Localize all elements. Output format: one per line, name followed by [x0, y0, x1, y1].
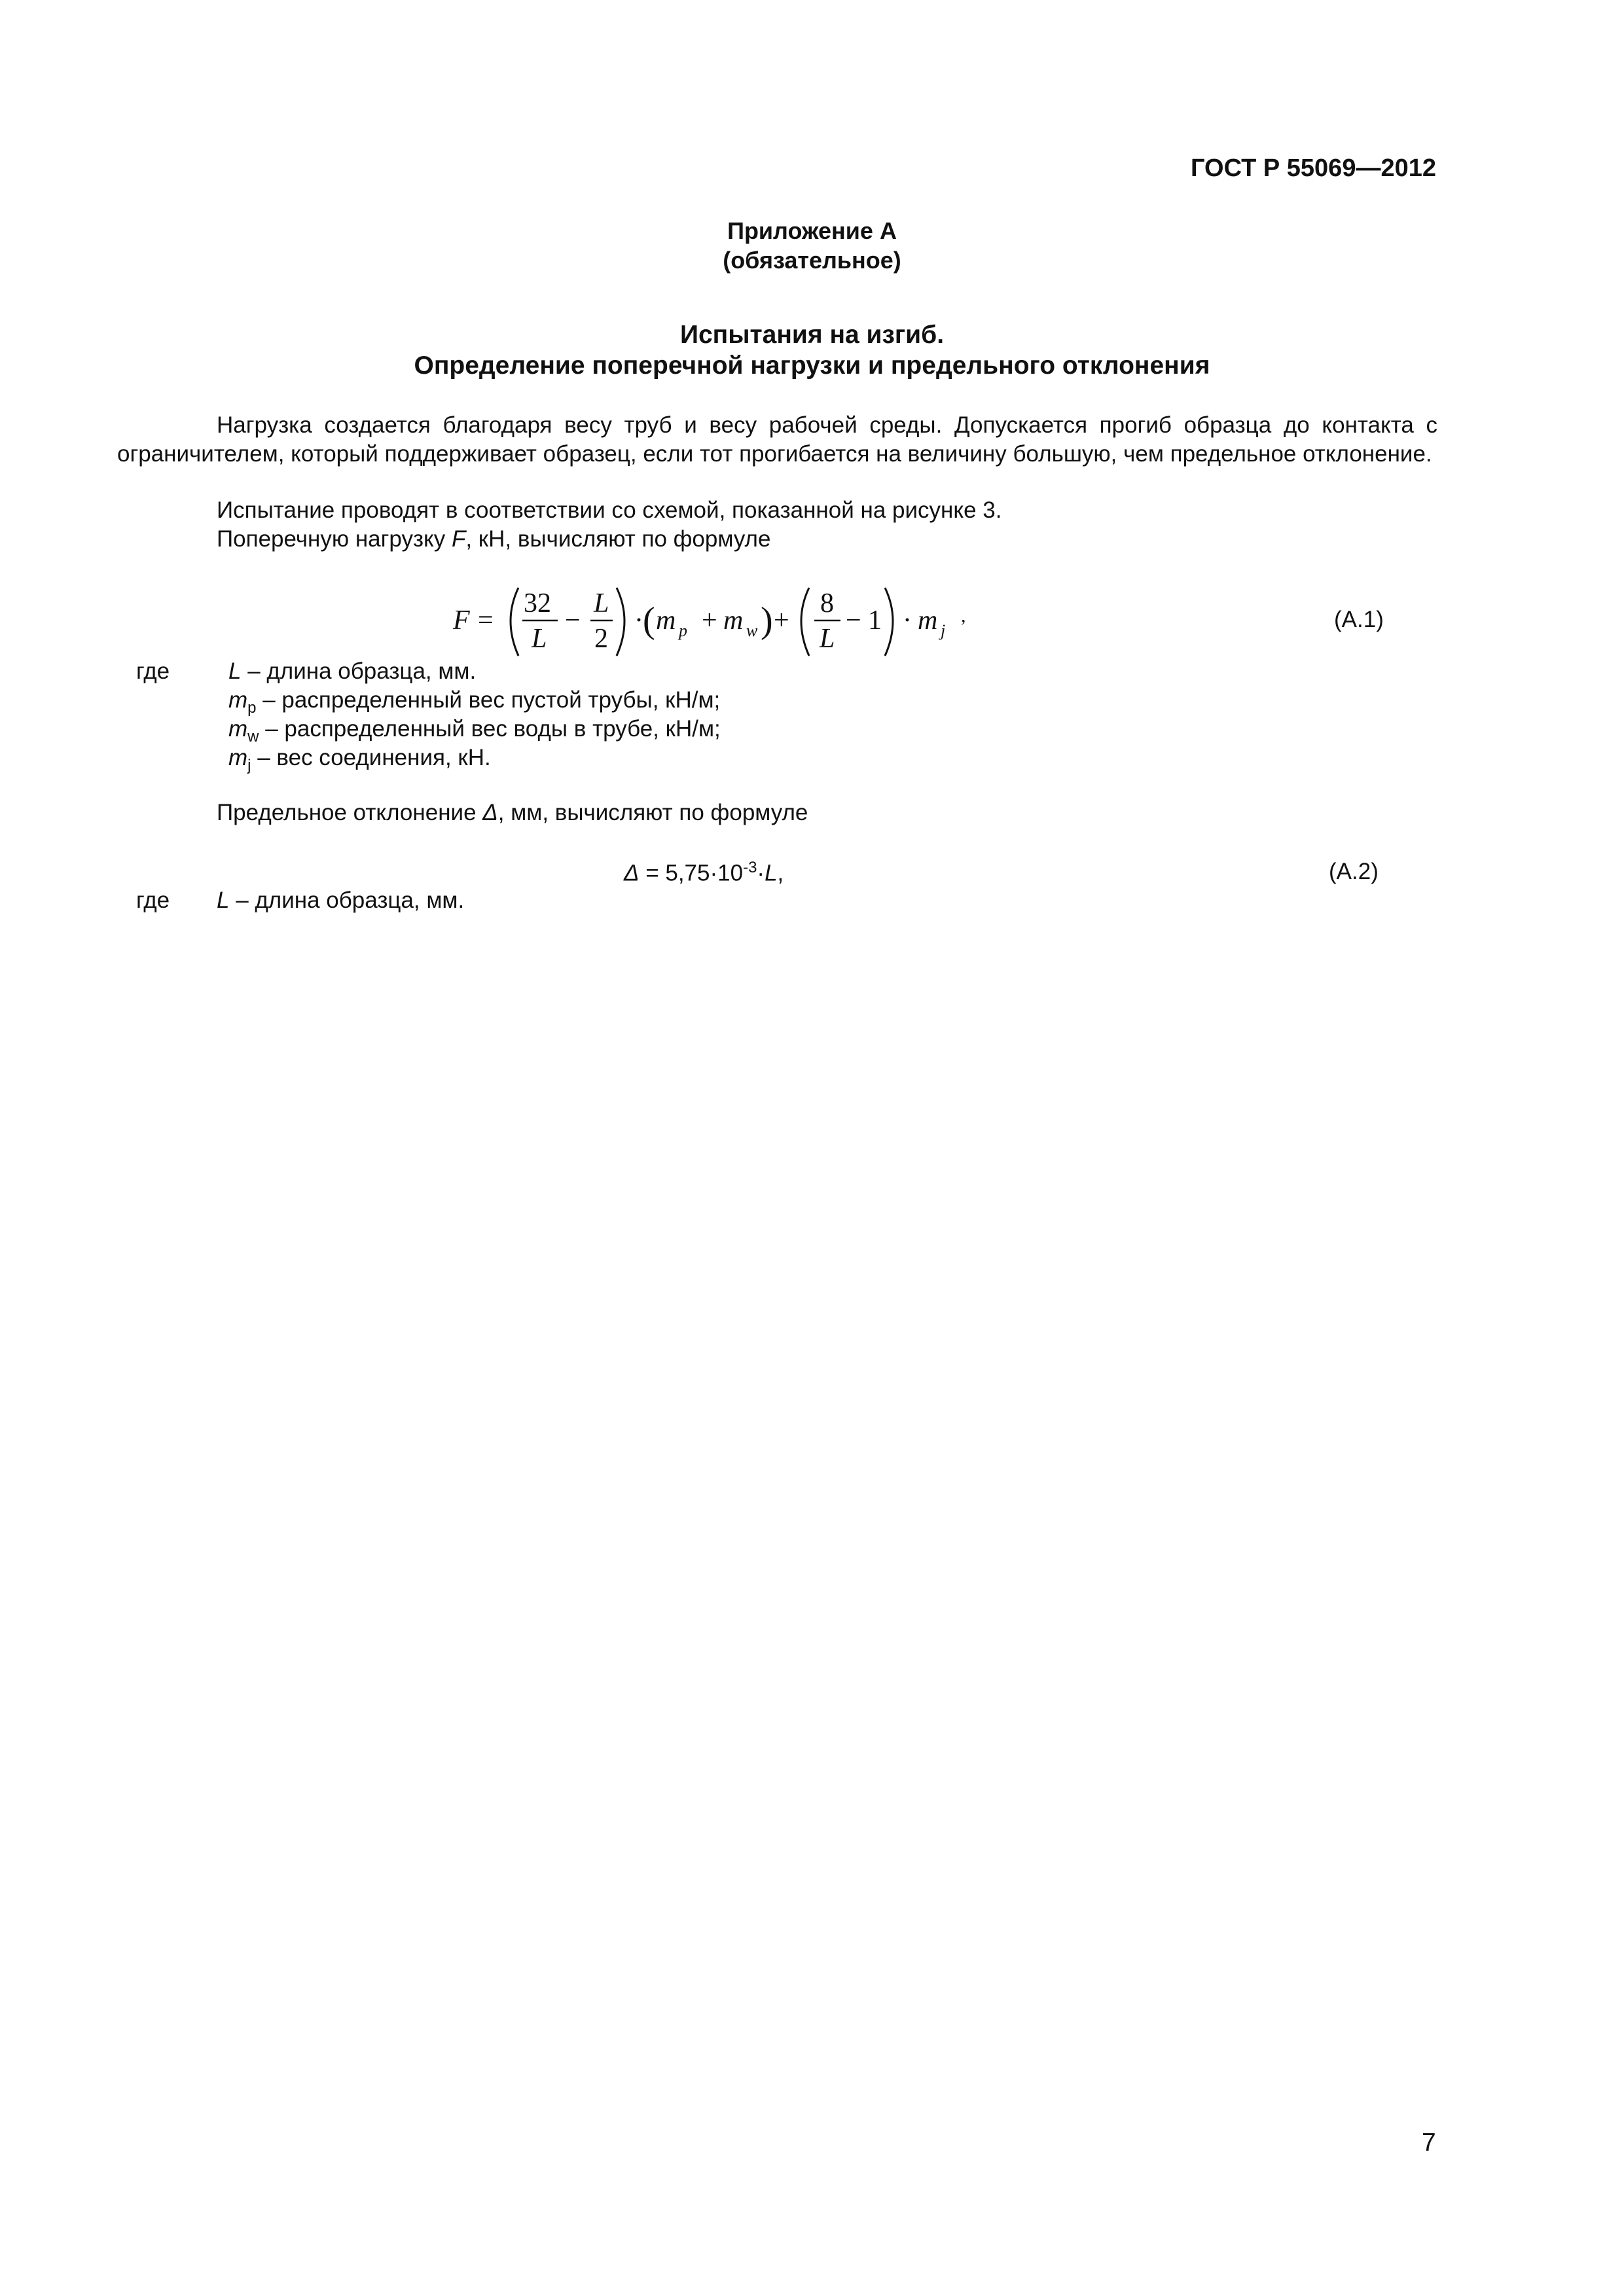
fraction-numerator: 8: [820, 588, 834, 619]
subscript-p: p: [679, 621, 687, 640]
subscript-j: j: [941, 621, 946, 640]
multiply-dot: ·: [903, 605, 912, 636]
paragraph-load-formula-intro: [217, 526, 770, 552]
delta-symbol: Δ: [624, 860, 640, 886]
paragraph-deflection-formula-intro: [217, 800, 808, 826]
definition-mp: [228, 687, 720, 717]
variable-L: L: [765, 860, 778, 886]
left-paren: [801, 588, 809, 656]
fraction-denominator: L: [820, 624, 835, 654]
multiply-dot: ·: [757, 860, 765, 886]
variable: m: [228, 687, 248, 713]
fraction-numerator: L: [594, 588, 609, 619]
definition-text: – распределенный вес воды в трубе, кН/м;: [259, 716, 721, 742]
where-label: где: [136, 658, 170, 684]
minus-sign: −: [846, 605, 861, 636]
minus-sign: −: [565, 605, 581, 636]
appendix-title: Приложение А: [727, 217, 897, 244]
text: , кН, вычисляют по формуле: [465, 526, 771, 552]
variable: L: [217, 888, 230, 913]
subscript: j: [247, 757, 251, 774]
fraction-numerator: 32: [524, 588, 551, 619]
plus-sign: +: [702, 605, 717, 636]
comma: ,: [777, 860, 784, 886]
right-paren: [617, 588, 624, 656]
formula-a2: [624, 859, 784, 887]
exponent: -3: [743, 859, 757, 876]
text: , мм, вычисляют по формуле: [497, 800, 808, 825]
right-paren: [885, 588, 893, 656]
page-number: 7: [1422, 2128, 1436, 2157]
formula-coefficient: = 5,75·10: [639, 860, 744, 886]
comma: ,: [961, 605, 966, 626]
equation-number-a2: (А.2): [1329, 859, 1379, 884]
left-paren: [511, 588, 518, 656]
text: Поперечную нагрузку: [217, 526, 452, 552]
fraction-denominator: 2: [594, 624, 608, 654]
left-paren: (: [643, 600, 655, 641]
definition-L: [217, 888, 464, 914]
document-code: ГОСТ Р 55069—2012: [1191, 154, 1436, 182]
definition-text: – распределенный вес пустой трубы, кН/м;: [256, 687, 721, 713]
section-title-line1: Испытания на изгиб.: [679, 321, 945, 349]
appendix-status: (обязательное): [723, 247, 901, 274]
mass-symbol: m: [656, 605, 676, 636]
subscript-w: w: [746, 621, 758, 640]
definition-text: – длина образца, мм.: [241, 658, 477, 684]
section-title-line2: Определение поперечной нагрузки и предельного отклонения: [414, 351, 1210, 380]
variable: m: [228, 716, 248, 742]
variable-delta: Δ: [482, 800, 498, 825]
definition-text: – вес соединения, кН.: [251, 745, 491, 770]
equals-sign: =: [478, 605, 494, 636]
mass-symbol: m: [723, 605, 744, 636]
mass-symbol: m: [918, 605, 938, 636]
definition-mw: [228, 716, 721, 746]
formula-a1: [445, 575, 995, 666]
constant-one: 1: [868, 605, 882, 636]
multiply-dot: ·: [634, 605, 643, 636]
variable-F: F: [451, 526, 466, 552]
fraction-denominator: L: [532, 624, 547, 654]
definition-L: [228, 658, 476, 689]
text: Предельное отклонение: [217, 800, 483, 825]
plus-sign: +: [774, 605, 789, 636]
definition-mj: [228, 745, 491, 775]
definition-text: – длина образца, мм.: [229, 888, 465, 913]
where-label: где: [136, 888, 170, 913]
variable: L: [228, 658, 242, 684]
paragraph-load-description: Нагрузка создается благодаря весу труб и весу рабочей среды. Допускается прогиб образца до контакта с ограничителем, который поддерживает образец, если тот прогибается на величину большую, чем предельное отклонение.: [117, 412, 1437, 467]
subscript: w: [247, 728, 259, 745]
subscript: p: [247, 699, 257, 717]
right-paren: ): [761, 600, 773, 641]
variable: m: [228, 745, 248, 770]
formula-lhs: F: [453, 605, 470, 636]
paragraph-test-scheme: Испытание проводят в соответствии со схемой, показанной на рисунке 3.: [217, 497, 1002, 523]
equation-number-a1: (А.1): [1334, 607, 1384, 632]
